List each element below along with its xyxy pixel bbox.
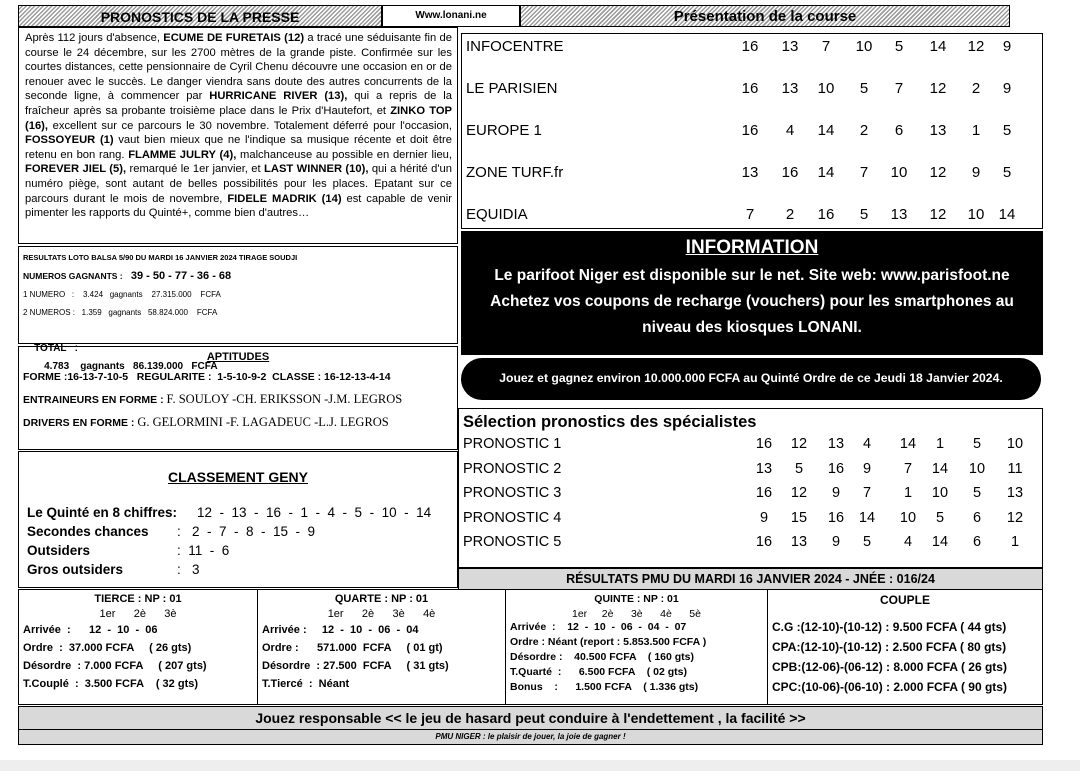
pronostic-number: 9 <box>831 485 841 501</box>
tierce-arrivee: Arrivée : 12 - 10 - 06 <box>23 624 158 636</box>
presse-number: 14 <box>998 206 1016 223</box>
pronostic-number: 7 <box>862 485 872 501</box>
pronostic-number: 6 <box>972 509 982 526</box>
presse-number: 7 <box>894 80 904 97</box>
aptitudes-entraineurs <box>23 392 453 407</box>
pronostic-number: 5 <box>972 436 982 452</box>
presse-number: 10 <box>890 164 908 181</box>
presse-number: 10 <box>967 206 985 223</box>
header-right-banner <box>520 5 1010 27</box>
presse-number: 16 <box>741 122 759 139</box>
presse-number: 4 <box>785 122 795 139</box>
presse-number: 12 <box>967 38 985 55</box>
geny-value: : 11 - 6 <box>177 543 230 558</box>
pronostic-number: 16 <box>755 485 773 501</box>
presse-number: 5 <box>859 80 869 97</box>
loto-numbers <box>23 267 453 286</box>
quarte-arrivee: Arrivée : 12 - 10 - 06 - 04 <box>262 624 419 636</box>
presse-number: 7 <box>859 164 869 181</box>
couple-line: C.G :(12-10)-(10-12) : 9.500 FCFA ( 44 gts) <box>772 620 1007 634</box>
tierce-ordre: Ordre : 37.000 FCFA ( 26 gts) <box>23 642 192 654</box>
selection-box <box>458 408 1043 568</box>
pronostic-number: 16 <box>755 436 773 452</box>
header-website-link[interactable]: Www.lonani.ne <box>415 10 487 21</box>
geny-row <box>27 560 457 579</box>
pronostic-number: 15 <box>790 509 808 526</box>
drivers-label: DRIVERS EN FORME : <box>23 417 138 429</box>
geny-title: CLASSEMENT GENY <box>167 469 308 485</box>
aptitudes-title: APTITUDES <box>206 351 270 363</box>
quinte-desordre: Désordre : 40.500 FCFA ( 160 gts) <box>510 651 695 663</box>
pronostic-row <box>459 532 1042 557</box>
footer-responsable-bar <box>18 706 1043 730</box>
geny-box <box>18 451 458 588</box>
presse-table <box>461 33 1043 229</box>
information-title: INFORMATION <box>685 237 819 258</box>
presse-row <box>462 34 1042 76</box>
article-horse-name: ECUME DE FURETAIS (12) <box>163 32 305 44</box>
presse-number: 14 <box>817 164 835 181</box>
presse-number: 12 <box>929 164 947 181</box>
pronostic-number: 5 <box>972 485 982 501</box>
header-left-banner <box>18 5 382 27</box>
pronostic-number: 14 <box>931 534 949 550</box>
article-horse-name: FOSSOYEUR (1) <box>25 134 114 147</box>
pronostic-label: PRONOSTIC 2 <box>463 460 562 477</box>
information-box <box>461 231 1043 355</box>
pronostic-number: 1 <box>1010 534 1020 550</box>
pronostic-number: 7 <box>903 460 913 477</box>
pronostic-row <box>459 459 1042 484</box>
presse-number: 9 <box>1002 38 1012 55</box>
pronostic-number: 10 <box>899 509 917 526</box>
pronostic-number: 16 <box>827 460 845 477</box>
pronostic-number: 12 <box>790 485 808 501</box>
loto-total-label: TOTAL : <box>34 343 79 354</box>
presse-row <box>462 160 1042 202</box>
article-horse-name: HURRICANE RIVER (13), <box>209 90 348 103</box>
article-horse-name: FLAMME JULRY (4), <box>128 148 237 161</box>
article-text-run: excellent sur ce parcours le 30 novembre. Totalement déferré pour l'occasion, <box>48 119 452 132</box>
presse-number: 16 <box>741 38 759 55</box>
presse-number: 9 <box>1002 80 1012 97</box>
pronostic-number: 16 <box>755 534 773 550</box>
presse-source-name: ZONE TURF.fr <box>466 164 564 181</box>
presse-number: 7 <box>821 38 831 55</box>
loto-line2: 2 NUMEROS : 1.359 gagnants 58.824.000 FCFA <box>23 308 218 317</box>
footer-slogan-bar <box>18 730 1043 745</box>
presse-number: 14 <box>929 38 947 55</box>
geny-value: : 2 - 7 - 8 - 15 - 9 <box>177 524 316 539</box>
tierce-desordre: Désordre : 7.000 FCFA ( 207 gts) <box>23 660 207 672</box>
geny-label: Outsiders <box>27 543 91 558</box>
presse-number: 5 <box>1002 122 1012 139</box>
pronostic-number: 1 <box>903 485 913 501</box>
article-box <box>18 27 458 244</box>
presse-number: 7 <box>745 206 755 223</box>
presse-source-name: EUROPE 1 <box>466 122 542 139</box>
couple-box <box>767 589 1043 705</box>
presse-number: 12 <box>929 206 947 223</box>
pronostic-row <box>459 508 1042 533</box>
pronostic-number: 6 <box>972 534 982 550</box>
geny-row <box>27 541 457 560</box>
entraineurs-label: ENTRAINEURS EN FORME : <box>23 394 167 406</box>
loto-numbers-label: NUMEROS GAGNANTS : <box>23 271 123 281</box>
page-bottom-strip <box>0 760 1080 771</box>
pronostic-number: 10 <box>1006 436 1024 452</box>
pronostic-number: 5 <box>794 460 804 477</box>
couple-line: CPC:(10-06)-(06-10) : 2.000 FCFA ( 90 gts) <box>772 680 1007 694</box>
quarte-ordre: Ordre : 571.000 FCFA ( 01 gt) <box>262 642 443 654</box>
pronostic-number: 14 <box>899 436 917 452</box>
pronostic-number: 5 <box>935 509 945 526</box>
footer-responsable: Jouez responsable << le jeu de hasard peut conduire à l'endettement , la facilité >> <box>255 710 806 726</box>
presse-number: 5 <box>894 38 904 55</box>
entraineurs-value: F. SOULOY -CH. ERIKSSON -J.M. LEGROS <box>166 392 403 406</box>
article-text-run: Après 112 jours d'absence, <box>25 32 164 44</box>
tierce-box <box>18 589 258 705</box>
geny-row <box>27 503 457 522</box>
quinte-bonus: Bonus : 1.500 FCFA ( 1.336 gts) <box>510 681 699 693</box>
pronostic-number: 16 <box>827 509 845 526</box>
aptitudes-drivers <box>23 415 453 430</box>
pronostic-label: PRONOSTIC 1 <box>463 436 562 452</box>
information-text: Le parifoot Niger est disponible sur le net. Site web: www.parisfoot.ne Achetez vos coupons de recharge (vouchers) pour les smartphones au niveau des kiosques LONANI. <box>490 267 1014 336</box>
quinte-box <box>505 589 768 705</box>
header-left-title: PRONOSTICS DE LA PRESSE <box>100 9 300 25</box>
tierce-title: TIERCE : NP : 01 <box>94 593 182 605</box>
footer-slogan: PMU NIGER : le plaisir de jouer, la joie de gagner ! <box>435 732 626 741</box>
presse-number: 12 <box>929 80 947 97</box>
presse-number: 10 <box>855 38 873 55</box>
pronostic-number: 14 <box>858 509 876 526</box>
presse-source-name: INFOCENTRE <box>466 38 564 55</box>
presse-number: 16 <box>817 206 835 223</box>
loto-numbers-value: 39 - 50 - 77 - 36 - 68 <box>130 270 232 282</box>
selection-title: Sélection pronostics des spécialistes <box>463 413 757 431</box>
quarte-positions: 1er 2è 3è 4è <box>327 608 436 620</box>
aptitudes-forme: FORME :16-13-7-10-5 REGULARITE : 1-5-10-9-2 CLASSE : 16-12-13-4-14 <box>23 371 391 383</box>
article-text-run: vaut bien mieux que ne l'indique sa musique récente et doit être retenu en bon rang. <box>25 134 452 161</box>
presse-number: 13 <box>781 38 799 55</box>
presse-source-name: LE PARISIEN <box>466 80 558 97</box>
pronostic-number: 12 <box>1006 509 1024 526</box>
pronostic-number: 13 <box>755 460 773 477</box>
quinte-ordre: Ordre : Néant (report : 5.853.500 FCFA ) <box>510 636 707 648</box>
presse-row <box>462 76 1042 118</box>
article-horse-name: FIDELE MADRIK (14) <box>227 192 342 205</box>
quarte-desordre: Désordre : 27.500 FCFA ( 31 gts) <box>262 660 449 672</box>
pronostic-number: 1 <box>935 436 945 452</box>
loto-line1: 1 NUMERO : 3.424 gagnants 27.315.000 FCFA <box>23 290 221 299</box>
pronostic-number: 13 <box>827 436 845 452</box>
presse-source-name: EQUIDIA <box>466 206 528 223</box>
promo-text: Jouez et gagnez environ 10.000.000 FCFA au Quinté Ordre de ce Jeudi 18 Janvier 2024. <box>499 371 1003 385</box>
presse-number: 1 <box>971 122 981 139</box>
tierce-couple: T.Couplé : 3.500 FCFA ( 32 gts) <box>23 678 199 690</box>
quinte-positions: 1er 2è 3è 4è 5è <box>572 608 701 620</box>
couple-line: CPB:(12-06)-(06-12) : 8.000 FCFA ( 26 gts) <box>772 660 1007 674</box>
presse-number: 14 <box>817 122 835 139</box>
promo-banner <box>461 358 1041 400</box>
header-right-title: Présentation de la course <box>673 8 857 25</box>
couple-line: CPA:(12-10)-(10-12) : 2.500 FCFA ( 80 gts) <box>772 640 1007 654</box>
article-text-run: qui a repris de la fraîcheur après sa probante troisième place dans le Prix d'Hautefort, et <box>25 90 452 117</box>
presse-number: 13 <box>890 206 908 223</box>
article-text-run: remarqué le 1er janvier, et <box>126 163 265 176</box>
quarte-tierce: T.Tiercé : Néant <box>262 678 350 690</box>
pronostic-number: 4 <box>862 436 872 452</box>
pronostic-number: 10 <box>968 460 986 477</box>
geny-label: Secondes chances <box>27 524 149 539</box>
resultats-title: RÉSULTATS PMU DU MARDI 16 JANVIER 2024 - JNÉE : 016/24 <box>566 572 935 586</box>
quinte-quarte: T.Quarté : 6.500 FCFA ( 02 gts) <box>510 666 687 678</box>
presse-number: 9 <box>971 164 981 181</box>
presse-number: 13 <box>741 164 759 181</box>
quinte-arrivee: Arrivée : 12 - 10 - 06 - 04 - 07 <box>510 621 687 633</box>
pronostic-label: PRONOSTIC 4 <box>463 509 562 526</box>
pronostic-number: 9 <box>862 460 872 477</box>
drivers-value: G. GELORMINI -F. LAGADEUC -L.J. LEGROS <box>137 415 389 429</box>
article-horse-name: ZINKO TOP (16), <box>25 104 452 132</box>
pronostic-number: 4 <box>903 534 913 550</box>
article-text <box>25 31 452 221</box>
pronostic-number: 12 <box>790 436 808 452</box>
pronostic-number: 10 <box>931 485 949 501</box>
presse-number: 2 <box>859 122 869 139</box>
pronostic-row <box>459 483 1042 508</box>
presse-number: 16 <box>741 80 759 97</box>
presse-number: 2 <box>971 80 981 97</box>
pronostic-number: 14 <box>931 460 949 477</box>
header-website-box <box>382 5 520 27</box>
couple-title: COUPLE <box>879 593 930 607</box>
article-text-run: a tracé une séduisante fin de course le 24 décembre, sur les 2700 mètres de la grande piste. Confirmée sur les courtes distances, cette pensionnaire de Cyril Chenu découvre une occasion en or de renouer avec le succès. Le danger viendra sans doute des autres concurrents de la seconde ligne, à commencer par <box>25 32 452 103</box>
article-text-run: est capable de venir pimenter les rapports du Quinté+, comme bien d'autres… <box>25 192 452 220</box>
pronostic-number: 5 <box>862 534 872 550</box>
loto-title: RESULTATS LOTO BALSA 5/90 DU MARDI 16 JANVIER 2024 TIRAGE SOUDJI <box>23 253 298 262</box>
quarte-title: QUARTE : NP : 01 <box>334 593 429 605</box>
pronostic-label: PRONOSTIC 5 <box>463 534 562 550</box>
geny-value: 12 - 13 - 16 - 1 - 4 - 5 - 10 - 14 <box>197 505 432 520</box>
presse-number: 13 <box>781 80 799 97</box>
geny-label: Gros outsiders <box>27 562 124 577</box>
pronostic-label: PRONOSTIC 3 <box>463 485 562 501</box>
article-horse-name: FOREVER JIEL (5), <box>25 163 127 176</box>
pronostic-number: 13 <box>1006 485 1024 501</box>
presse-number: 5 <box>859 206 869 223</box>
aptitudes-box <box>18 346 458 450</box>
quinte-title: QUINTE : NP : 01 <box>594 593 679 605</box>
geny-row <box>27 522 457 541</box>
pronostic-number: 11 <box>1007 460 1023 477</box>
tierce-positions: 1er 2è 3è <box>99 608 177 620</box>
presse-number: 6 <box>894 122 904 139</box>
quarte-box <box>257 589 506 705</box>
pronostic-row <box>459 434 1042 459</box>
geny-label: Le Quinté en 8 chiffres: <box>27 505 178 520</box>
resultats-title-bar <box>458 568 1043 589</box>
presse-number: 16 <box>781 164 799 181</box>
article-horse-name: LAST WINNER (10), <box>264 163 369 176</box>
geny-value: : 3 <box>177 562 200 577</box>
presse-number: 2 <box>785 206 795 223</box>
pronostic-number: 9 <box>831 534 841 550</box>
article-text-run: malchanceuse au possible en dernier lieu, <box>236 148 453 161</box>
loto-total-value: 4.783 gagnants 86.139.000 FCFA <box>44 361 218 372</box>
pronostic-number: 13 <box>790 534 808 550</box>
article-text-run: qui a hérité d'un numéro piège, sont autant de belles possibilités pour les places. Epatant sur ce parcours durant le mois de novembre, <box>25 163 452 205</box>
presse-number: 5 <box>1002 164 1012 181</box>
presse-number: 13 <box>929 122 947 139</box>
pronostic-number: 9 <box>759 509 769 526</box>
presse-row <box>462 118 1042 160</box>
presse-number: 10 <box>817 80 835 97</box>
